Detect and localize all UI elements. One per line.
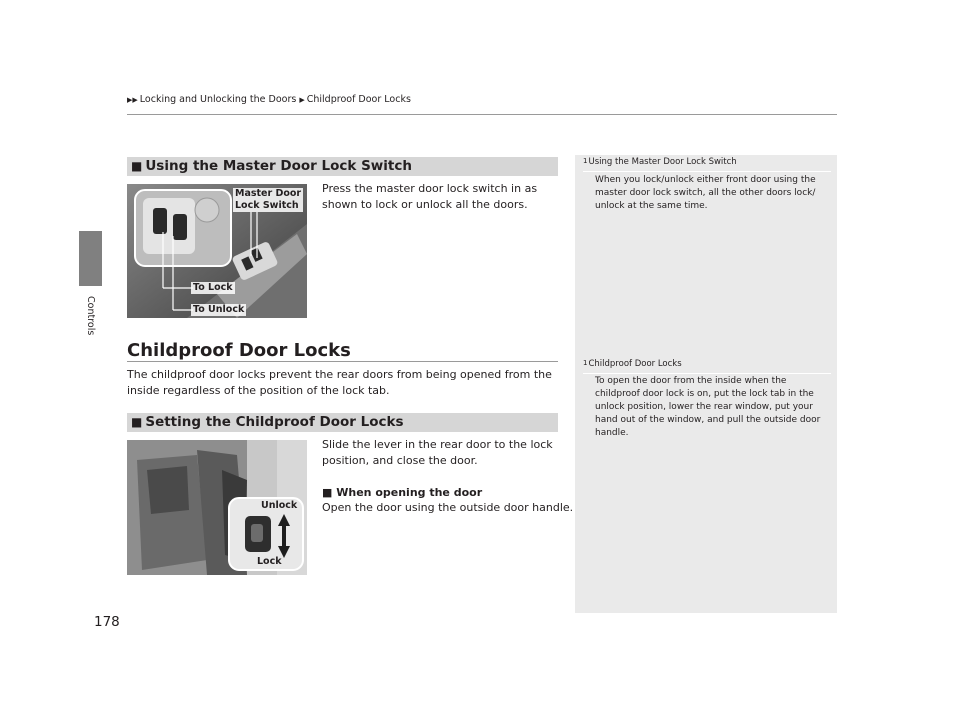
section-title-childproof: Childproof Door Locks (127, 340, 351, 361)
callout-to-unlock: To Unlock (193, 304, 245, 315)
opening-instructions: Open the door using the outside door handle. (322, 501, 574, 514)
childproof-lock-illustration (127, 440, 307, 575)
note-text-master-switch: When you lock/unlock either front door using the master door lock switch, all the other doors lock/ unlock at the same time. (595, 175, 816, 211)
chapter-tab (79, 231, 102, 286)
opening-heading: ■ When opening the door (322, 486, 483, 499)
note-title-childproof: $^1$Childproof Door Locks (583, 359, 682, 369)
note-text-childproof: To open the door from the inside when the childproof door lock is on, put the lock tab in the unlock position, lower the rear window, put your hand out of the window, and pull the outside door handle. (595, 376, 821, 438)
childproof-instructions: Slide the lever in the rear door to the lock position, and close the door. (322, 438, 553, 467)
square-bullet-icon: ■ (322, 486, 337, 499)
title-divider (127, 361, 558, 362)
breadcrumb-arrow-icon: ▶ (299, 96, 305, 104)
breadcrumb (127, 94, 411, 105)
section-heading-setting-childproof: ■ Setting the Childproof Door Locks (127, 413, 558, 432)
master-switch-illustration (127, 184, 307, 318)
page-number: 178 (94, 614, 120, 630)
breadcrumb-item[interactable]: Childproof Door Locks (306, 94, 411, 105)
callout-unlock: Unlock (261, 500, 298, 511)
section-heading-master-switch: ■ Using the Master Door Lock Switch (127, 157, 558, 176)
square-bullet-icon: ■ (131, 415, 143, 429)
square-bullet-icon: ■ (131, 159, 143, 173)
note-divider (583, 373, 831, 374)
callout-to-lock: To Lock (193, 282, 233, 293)
chapter-label: Controls (85, 296, 96, 336)
master-switch-instructions: Press the master door lock switch in as shown to lock or unlock all the doors. (322, 182, 538, 211)
notes-sidebar (575, 155, 837, 613)
header-divider (127, 114, 837, 115)
note-title-master-switch: $^1$Using the Master Door Lock Switch (583, 157, 737, 167)
breadcrumb-arrow-icon: ▶▶ (127, 96, 138, 104)
breadcrumb-item[interactable]: Locking and Unlocking the Doors (139, 94, 297, 105)
childproof-intro: The childproof door locks prevent the rear doors from being opened from the inside regardless of the position of the lock tab. (127, 368, 552, 397)
callout-lock: Lock (257, 556, 282, 567)
callout-master-switch: Master Door Lock Switch (235, 188, 302, 211)
note-divider (583, 171, 831, 172)
